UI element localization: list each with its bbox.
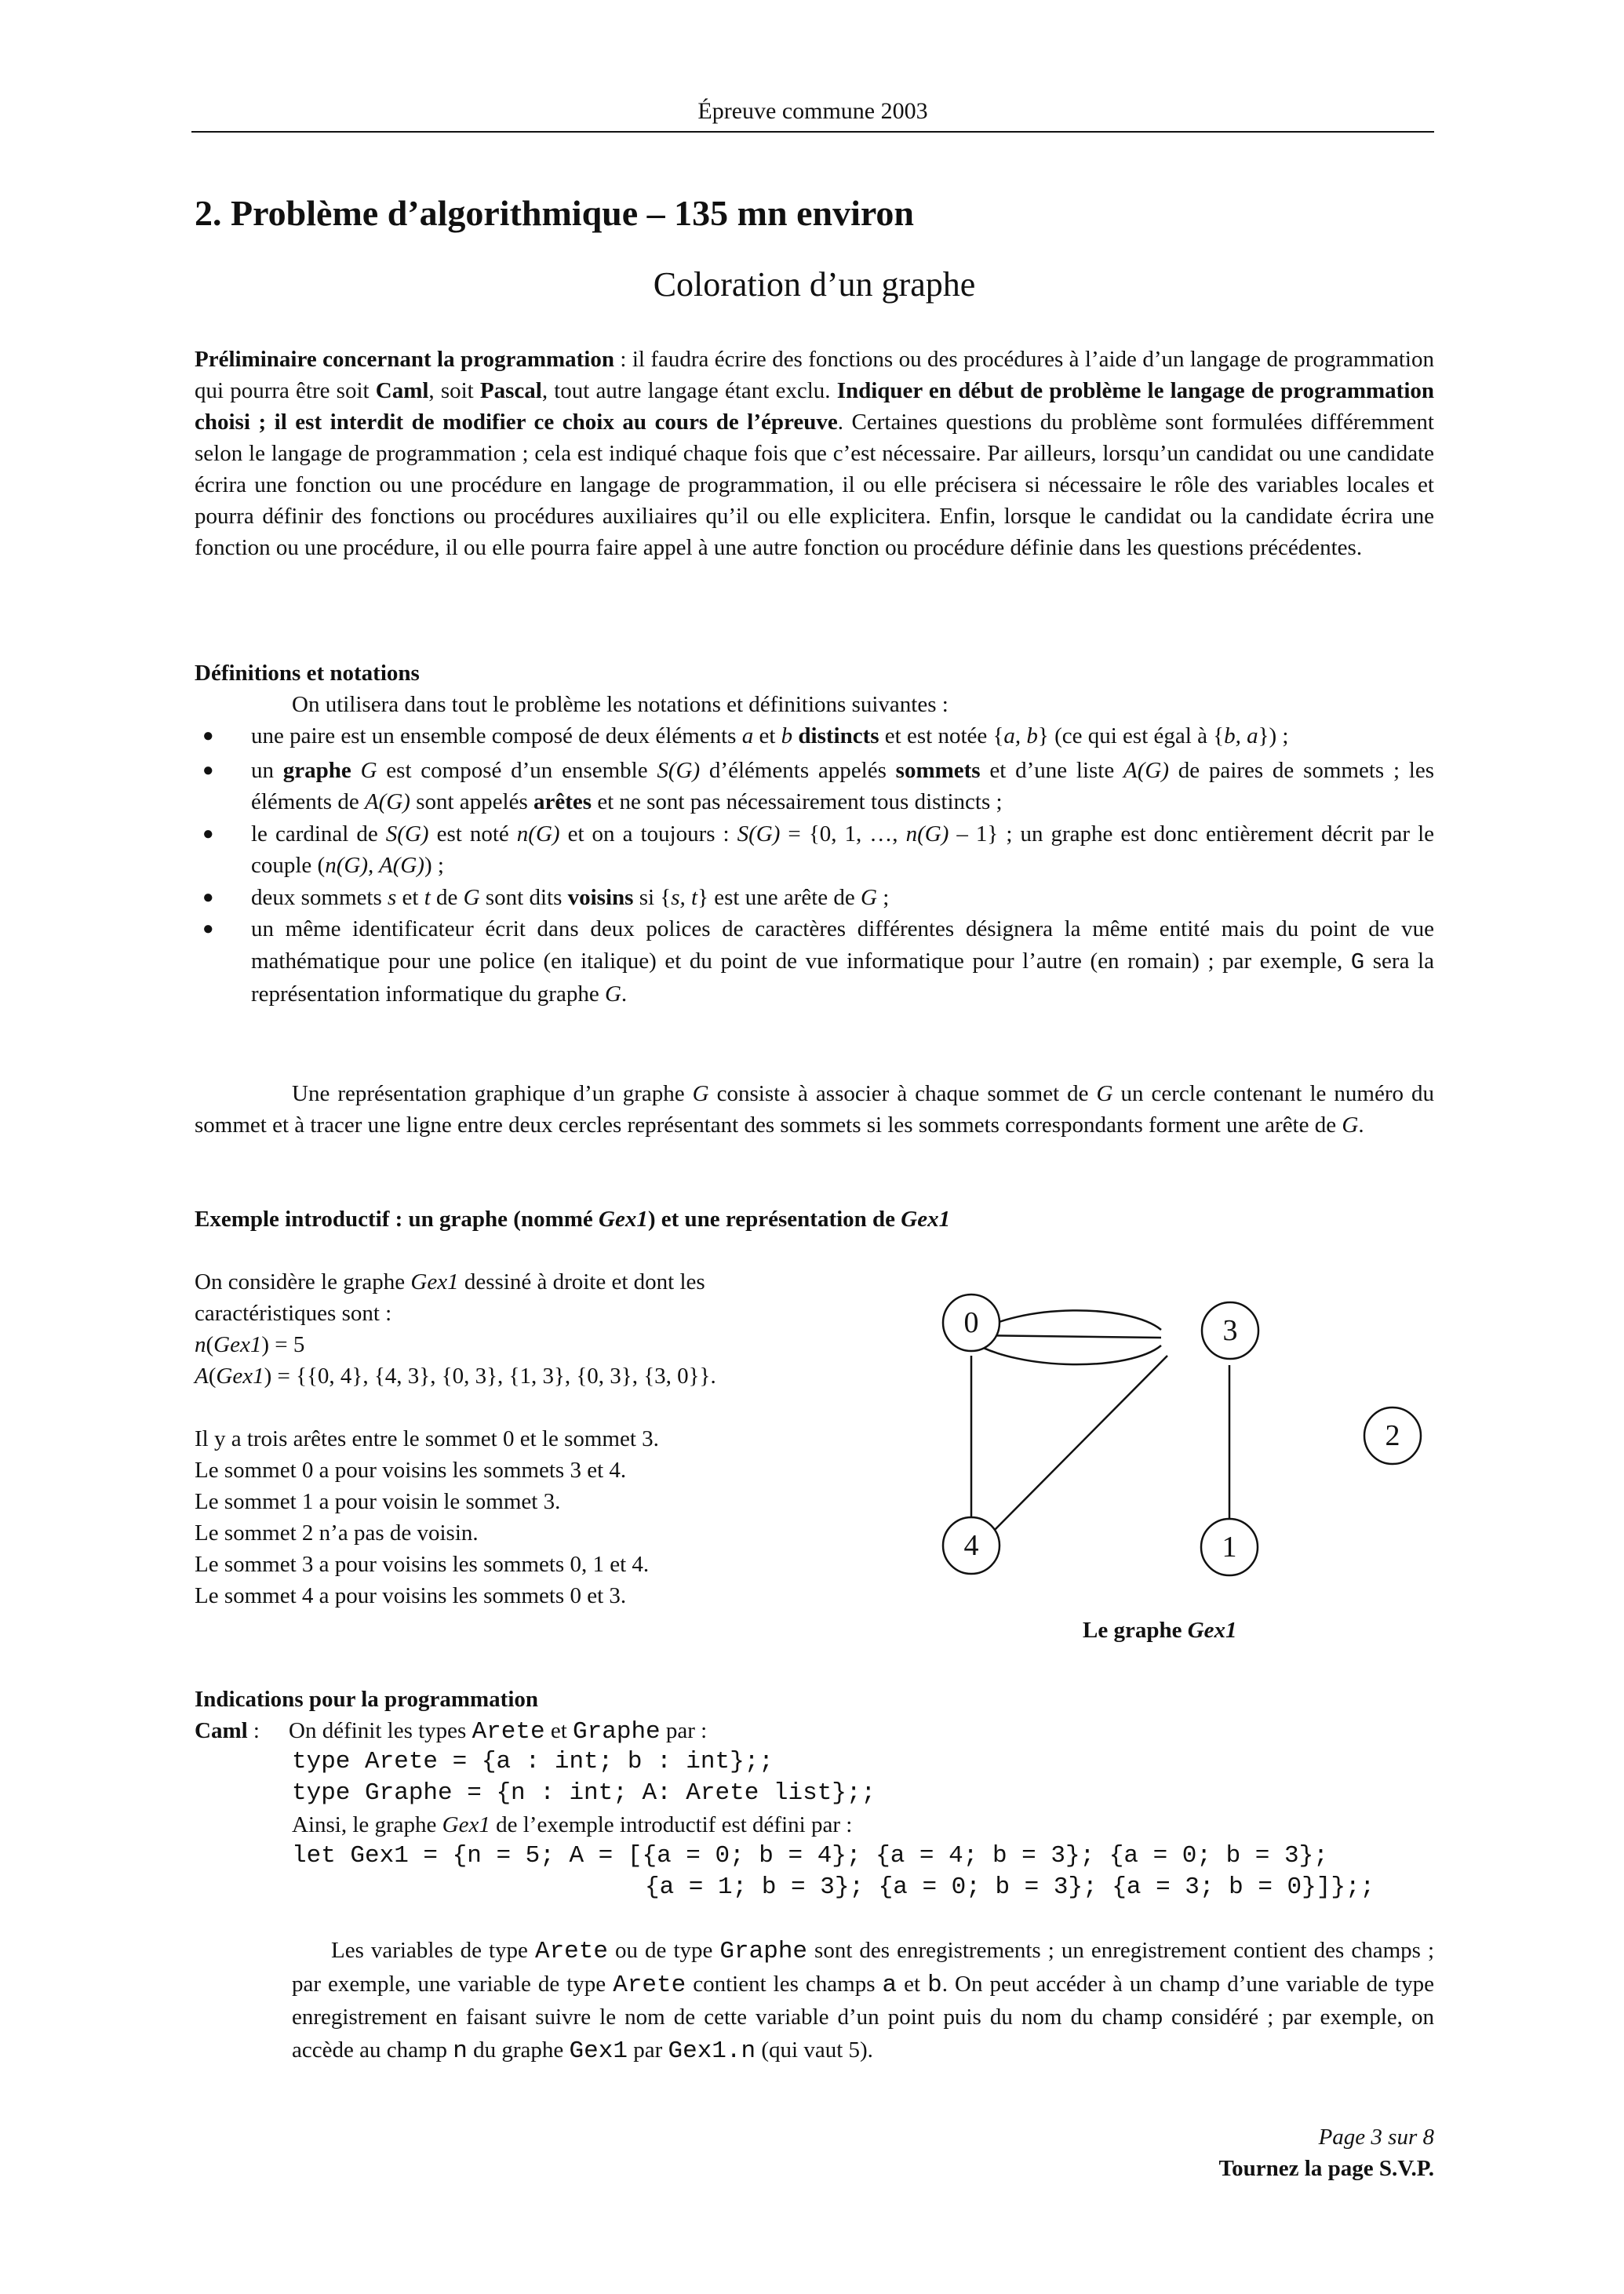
preliminary-label: Préliminaire concernant la programmation bbox=[195, 347, 614, 372]
text: . bbox=[621, 981, 628, 1007]
text: un cercle contenant le numéro du sommet et à tracer une ligne entre deux cercles représentant des sommets si les sommets correspondants forment une arête de bbox=[195, 1081, 1434, 1138]
vertex-label: 0 bbox=[963, 1306, 979, 1339]
text: et on a toujours : bbox=[559, 821, 737, 847]
text: sont des enregistrements ; un enregistrement contient des champs ; par exemple, une variable de type bbox=[292, 1938, 1435, 1997]
text: et ne sont pas nécessairement tous distincts ; bbox=[592, 789, 1003, 814]
var: n(G), A(G) bbox=[325, 853, 424, 878]
text: }) ; bbox=[1258, 723, 1289, 748]
edge-0-3-lower bbox=[971, 1342, 1161, 1364]
var: n bbox=[195, 1332, 206, 1357]
var: G bbox=[604, 981, 621, 1007]
example-description bbox=[195, 1266, 716, 1611]
text: On définit les types bbox=[289, 1718, 472, 1743]
code: Arete bbox=[613, 1971, 686, 1999]
var: n(G) bbox=[905, 821, 949, 847]
example-line: caractéristiques sont : bbox=[195, 1301, 392, 1326]
text: ) ; bbox=[424, 853, 444, 878]
example-fact: Le sommet 2 n’a pas de voisin. bbox=[195, 1520, 479, 1546]
text: et est notée { bbox=[879, 723, 1004, 748]
var: A bbox=[195, 1364, 209, 1389]
caml-types-definition bbox=[289, 1715, 707, 1748]
text: ou de type bbox=[607, 1938, 720, 1963]
caml-word: Caml bbox=[375, 378, 429, 403]
var: a bbox=[741, 723, 754, 748]
text: : il faudra écrire des fonctions ou des procédures à l’aide d’un langage de programmation qui pourra être soit bbox=[195, 347, 1434, 403]
code-let-gex1-line2: {a = 1; b = 3}; {a = 0; b = 3}; {a = 3; b = 0}]};; bbox=[645, 1873, 1375, 1901]
definition-graph bbox=[195, 755, 1434, 818]
definition-pair bbox=[195, 720, 1434, 752]
code: Arete bbox=[472, 1718, 545, 1746]
example-fact: Il y a trois arêtes entre le sommet 0 et le sommet 3. bbox=[195, 1426, 659, 1451]
var: Gex1 bbox=[216, 1364, 264, 1389]
text: et bbox=[897, 1971, 928, 1997]
gex1-definition-intro bbox=[292, 1809, 852, 1841]
var: Gex1 bbox=[599, 1207, 648, 1232]
definition-identifier bbox=[195, 913, 1434, 1010]
text: Ainsi, le graphe bbox=[292, 1812, 442, 1837]
var: G bbox=[692, 1081, 709, 1106]
var: G bbox=[1342, 1112, 1359, 1138]
text: est composé d’un ensemble bbox=[377, 757, 657, 783]
text: de bbox=[430, 884, 464, 910]
var: Gex1 bbox=[442, 1812, 490, 1837]
text: et bbox=[544, 1718, 573, 1743]
var: s, t bbox=[671, 884, 698, 910]
text: = {0, 1, …, bbox=[780, 821, 906, 847]
representation-paragraph bbox=[195, 1078, 1434, 1141]
var: S(G) bbox=[657, 757, 701, 783]
text: sont appelés bbox=[410, 789, 533, 814]
text: On considère le graphe bbox=[195, 1269, 411, 1294]
var: G bbox=[360, 757, 377, 783]
text: ) = 5 bbox=[261, 1332, 305, 1357]
text: Le graphe bbox=[1083, 1618, 1188, 1643]
problem-heading: 2. Problème d’algorithmique – 135 mn environ bbox=[195, 193, 915, 233]
vertex-label: 4 bbox=[963, 1529, 979, 1562]
var: n(G) bbox=[516, 821, 560, 847]
text bbox=[351, 758, 361, 783]
text: est noté bbox=[428, 821, 517, 847]
var: b bbox=[781, 723, 793, 748]
bold-word: arêtes bbox=[533, 789, 592, 814]
var: s bbox=[388, 884, 397, 910]
text: par bbox=[627, 2037, 668, 2063]
text: si { bbox=[633, 884, 672, 910]
var: Gex1 bbox=[901, 1207, 951, 1232]
var: G bbox=[463, 884, 480, 910]
definitions-list bbox=[195, 720, 1434, 1010]
header-rule bbox=[191, 131, 1434, 133]
text: Une représentation graphique d’un graphe bbox=[292, 1081, 693, 1106]
vertex-label: 1 bbox=[1222, 1531, 1237, 1564]
text: du graphe bbox=[467, 2037, 570, 2063]
records-paragraph bbox=[292, 1935, 1434, 2067]
text: et bbox=[396, 884, 424, 910]
var: A(G) bbox=[1123, 757, 1169, 783]
text: sont dits bbox=[479, 884, 568, 910]
text: et d’une liste bbox=[980, 757, 1123, 783]
problem-subtitle: Coloration d’un graphe bbox=[653, 265, 976, 304]
graph-caption bbox=[1083, 1615, 1237, 1646]
var: G bbox=[1096, 1081, 1113, 1106]
preliminary-paragraph bbox=[195, 344, 1434, 563]
code-type-graphe: type Graphe = {n : int; A: Arete list};; bbox=[292, 1779, 876, 1807]
var: Gex1 bbox=[410, 1269, 459, 1294]
bullet-icon: ● bbox=[202, 726, 214, 746]
vertex-label: 2 bbox=[1385, 1419, 1400, 1452]
text: , soit bbox=[428, 378, 480, 403]
definitions-intro: On utilisera dans tout le problème les notations et définitions suivantes : bbox=[292, 692, 949, 717]
text: de l’exemple introductif est défini par : bbox=[490, 1812, 853, 1837]
page-number: Page 3 sur 8 bbox=[1318, 2125, 1434, 2150]
definition-neighbours bbox=[195, 882, 1434, 914]
code: G bbox=[1350, 949, 1365, 975]
text: } est une arête de bbox=[697, 884, 861, 910]
var: S(G) bbox=[737, 821, 781, 847]
example-fact: Le sommet 1 a pour voisin le sommet 3. bbox=[195, 1489, 561, 1514]
var: a, b bbox=[1003, 723, 1038, 748]
bullet-icon: ● bbox=[202, 759, 214, 781]
example-line bbox=[195, 1266, 716, 1298]
text: le cardinal de bbox=[251, 821, 386, 847]
code: Graphe bbox=[573, 1718, 661, 1746]
text: } (ce qui est égal à { bbox=[1037, 723, 1225, 748]
text: de paires de sommets ; les éléments de bbox=[251, 757, 1435, 814]
var: G bbox=[861, 884, 877, 910]
graph-gex1-diagram bbox=[926, 1271, 1436, 1585]
example-heading bbox=[195, 1203, 950, 1235]
text: . On peut accéder à un champ d’une variable de type enregistrement en faisant suivre le nom de cette variable d’un point puis du nom du champ considéré ; par exemple, on accède au champ bbox=[292, 1971, 1434, 2063]
var: t bbox=[424, 884, 431, 910]
text: Exemple introductif : un graphe (nommé bbox=[195, 1207, 599, 1232]
var: Gex1 bbox=[213, 1332, 262, 1357]
var: Gex1 bbox=[1187, 1618, 1237, 1643]
text: – 1} ; un graphe est donc entièrement décrit par le couple ( bbox=[251, 821, 1434, 878]
code: n bbox=[453, 2037, 468, 2065]
code: Gex1 bbox=[569, 2037, 628, 2065]
text: par : bbox=[660, 1718, 708, 1743]
bold-word: distincts bbox=[798, 723, 879, 748]
var: b, a bbox=[1224, 723, 1258, 748]
spacer bbox=[195, 1392, 716, 1423]
text: deux sommets bbox=[251, 884, 388, 910]
text: d’éléments appelés bbox=[700, 757, 896, 783]
text: . Certaines questions du problème sont formulées différemment selon le langage de programmation ; cela est indiqué chaque fois que c’est nécessaire. Par ailleurs, lorsqu’un candidat ou une candidate écrira une fonction ou une procédure en langage de programmation, il ou elle précisera si nécessaire le rôle des variables locales et pourra définir des fonctions ou procédures auxiliaires qu’il ou elle explicitera. Enfin, lorsque le candidat ou la candidate écrira une fonction ou une procédure, il ou elle pourra faire appel à une autre fonction ou procédure définie dans les questions précédentes. bbox=[195, 410, 1434, 560]
example-line bbox=[195, 1360, 716, 1392]
text: , tout autre langage étant exclu. bbox=[541, 378, 837, 403]
indications-heading: Indications pour la programmation bbox=[195, 1687, 539, 1712]
text: . bbox=[1358, 1112, 1364, 1138]
var: A(G) bbox=[364, 789, 410, 814]
pascal-word: Pascal bbox=[479, 378, 542, 403]
text: ) et une représentation de bbox=[647, 1207, 901, 1232]
bold-word: graphe bbox=[282, 757, 351, 783]
text: : bbox=[247, 1718, 260, 1743]
example-fact: Le sommet 3 a pour voisins les sommets 0, 1 et 4. bbox=[195, 1552, 650, 1577]
code: Gex1.n bbox=[668, 2037, 756, 2065]
bullet-icon: ● bbox=[202, 887, 214, 908]
code-let-gex1-line1: let Gex1 = {n = 5; A = [{a = 0; b = 4}; {a = 4; b = 3}; {a = 0; b = 3}; bbox=[292, 1842, 1328, 1870]
text: (qui vaut 5). bbox=[756, 2037, 873, 2063]
text: un même identificateur écrit dans deux polices de caractères différentes désignera la même entité mais du point de vue mathématique pour une police (en italique) et du point de vue informatique pour l’autre (en romain) ; par exemple, bbox=[251, 916, 1434, 974]
example-fact: Le sommet 0 a pour voisins les sommets 3 et 4. bbox=[195, 1458, 627, 1483]
text: dessiné à droite et dont les bbox=[458, 1269, 705, 1294]
text: une paire est un ensemble composé de deux éléments bbox=[251, 723, 742, 748]
bullet-icon: ● bbox=[202, 823, 214, 844]
edge-4-3 bbox=[982, 1356, 1167, 1542]
text: ; bbox=[876, 884, 890, 910]
code-type-arete: type Arete = {a : int; b : int};; bbox=[292, 1748, 774, 1775]
text: un bbox=[251, 757, 283, 783]
code: Arete bbox=[534, 1938, 608, 1965]
example-line bbox=[195, 1329, 716, 1360]
var: S(G) bbox=[385, 821, 429, 847]
definition-cardinal bbox=[195, 818, 1434, 882]
text: consiste à associer à chaque sommet de bbox=[708, 1081, 1097, 1106]
caml-label: Caml bbox=[195, 1718, 248, 1743]
code: b bbox=[927, 1971, 942, 1999]
caml-types-line bbox=[195, 1715, 260, 1746]
definitions-heading: Définitions et notations bbox=[195, 661, 420, 686]
example-fact: Le sommet 4 a pour voisins les sommets 0 et 3. bbox=[195, 1583, 627, 1608]
page-header: Épreuve commune 2003 bbox=[697, 98, 928, 124]
code: Graphe bbox=[719, 1938, 808, 1965]
vertex-label: 3 bbox=[1222, 1314, 1238, 1347]
text: Les variables de type bbox=[331, 1938, 535, 1963]
text: ( bbox=[208, 1364, 217, 1389]
text: contient les champs bbox=[686, 1971, 883, 1997]
edge-0-3-middle bbox=[971, 1335, 1161, 1338]
bold-word: voisins bbox=[567, 884, 634, 910]
code: a bbox=[882, 1971, 898, 1999]
text: et bbox=[753, 723, 781, 748]
bold-word: sommets bbox=[895, 757, 981, 783]
text: sera la représentation informatique du graphe bbox=[251, 948, 1434, 1007]
turn-page-note: Tournez la page S.V.P. bbox=[1218, 2156, 1434, 2181]
language-instruction: Indiquer en début de problème le langage de programmation choisi ; il est interdit de modifier ce choix au cours de l’épreuve bbox=[195, 378, 1434, 435]
text: ) = {{0, 4}, {4, 3}, {0, 3}, {1, 3}, {0, 3}, {3, 0}}. bbox=[264, 1364, 716, 1389]
text: ( bbox=[206, 1332, 214, 1357]
bullet-icon: ● bbox=[202, 919, 214, 939]
